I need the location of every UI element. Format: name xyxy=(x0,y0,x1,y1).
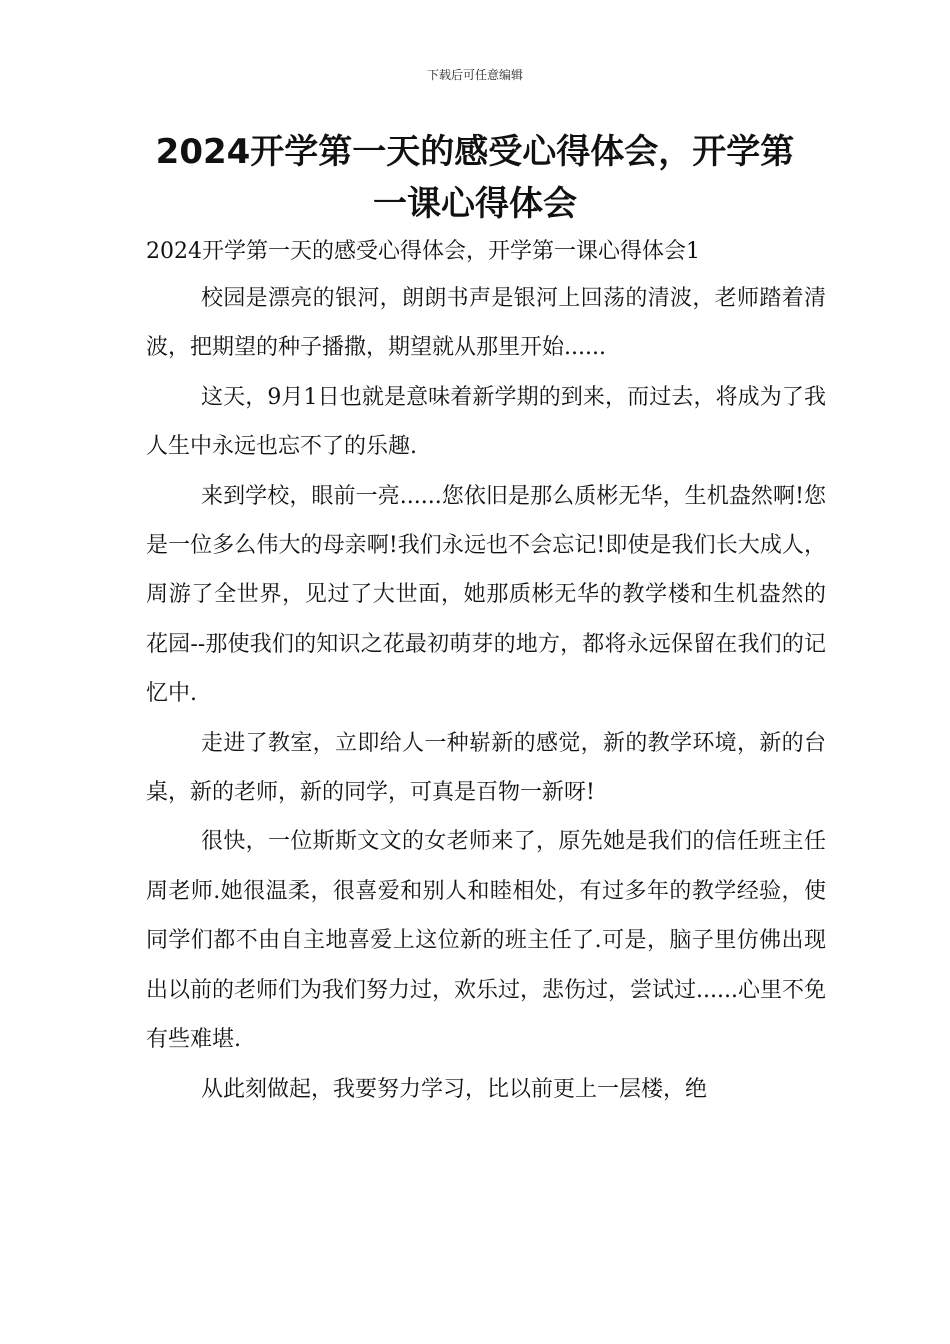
document-title: 2024开学第一天的感受心得体会，开学第一课心得体会 xyxy=(155,132,795,224)
paragraph: 走进了教室，立即给人一种崭新的感觉，新的教学环境，新的台桌，新的老师，新的同学，可真是百物一新呀! xyxy=(146,730,826,806)
paragraph: 校园是漂亮的银河，朗朗书声是银河上回荡的清波，老师踏着清波，把期望的种子播撒，期望就从那里开始...... xyxy=(146,286,826,361)
document-subtitle: 2024开学第一天的感受心得体会，开学第一课心得体会1 xyxy=(146,239,700,264)
paragraph: 从此刻做起，我要努力学习，比以前更上一层楼，绝 xyxy=(201,1076,708,1102)
paragraph: 来到学校，眼前一亮......您依旧是那么质彬无华，生机盎然啊!您是一位多么伟大的母亲啊!我们永远也不会忘记!即使是我们长大成人，周游了全世界，见过了大世面，她那质彬无华的教学楼和生机盎然的花园--那使我们的知识之花最初萌芽的地方，都将永远保留在我们的记忆中. xyxy=(146,483,826,707)
paragraph: 这天，9月1日也就是意味着新学期的到来，而过去，将成为了我人生中永远也忘不了的乐趣. xyxy=(146,384,826,460)
document-body xyxy=(146,274,826,1114)
paragraph: 很快，一位斯斯文文的女老师来了，原先她是我们的信任班主任周老师.她很温柔，很喜爱和别人和睦相处，有过多年的教学经验，使同学们都不由自主地喜爱上这位新的班主任了.可是，脑子里仿佛出现出以前的老师们为我们努力过，欢乐过，悲伤过，尝试过......心里不免有些难堪. xyxy=(146,829,826,1053)
header-note: 下载后可任意编辑 xyxy=(426,68,523,82)
